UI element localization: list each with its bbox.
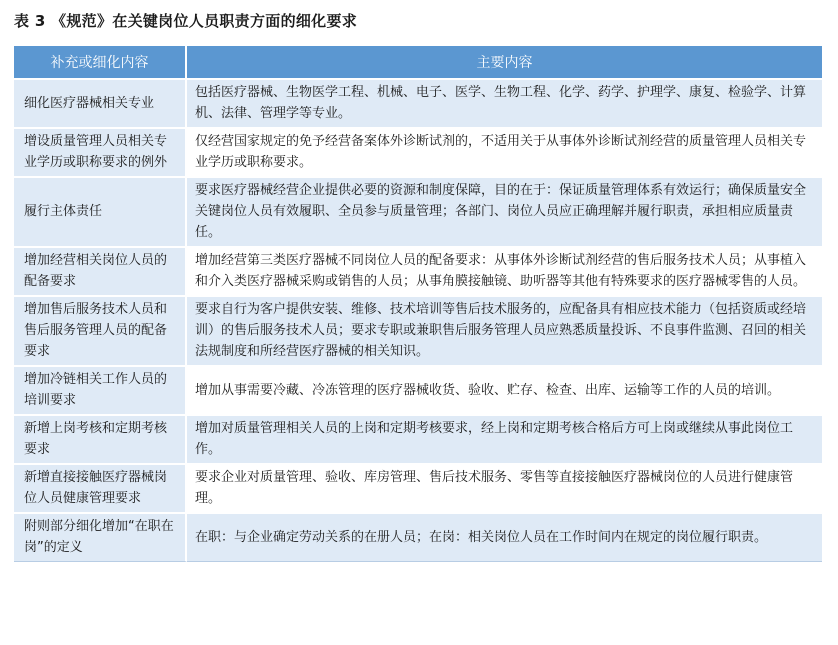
row-item-cell: 履行主体责任 xyxy=(14,176,187,246)
table-row xyxy=(14,365,822,414)
row-item-cell: 新增直接接触医疗器械岗位人员健康管理要求 xyxy=(14,463,187,512)
row-content-cell: 要求自行为客户提供安装、维修、技术培训等售后技术服务的，应配备具有相应技术能力（包括资质或经培训）的售后服务技术人员；要求专职或兼职售后服务管理人员应熟悉质量投诉、不良事件监测、召回的相关法规制度和所经营医疗器械的相关知识。 xyxy=(187,295,822,365)
row-content-cell: 在职：与企业确定劳动关系的在册人员；在岗：相关岗位人员在工作时间内在规定的岗位履行职责。 xyxy=(187,512,822,562)
row-content-cell: 要求医疗器械经营企业提供必要的资源和制度保障，目的在于：保证质量管理体系有效运行；确保质量安全关键岗位人员有效履职、全员参与质量管理；各部门、岗位人员应正确理解并履行职责，承担相应质量责任。 xyxy=(187,176,822,246)
row-item-cell: 附则部分细化增加“在职在岗”的定义 xyxy=(14,512,187,562)
row-item-cell: 新增上岗考核和定期考核要求 xyxy=(14,414,187,463)
row-content-cell: 要求企业对质量管理、验收、库房管理、售后技术服务、零售等直接接触医疗器械岗位的人员进行健康管理。 xyxy=(187,463,822,512)
table-row xyxy=(14,512,822,562)
table-caption: 表 3 《规范》在关键岗位人员职责方面的细化要求 xyxy=(14,12,358,30)
table-header-row xyxy=(14,46,822,78)
column-header-content: 主要内容 xyxy=(187,46,822,78)
requirements-table xyxy=(14,46,822,562)
row-content-cell: 增加从事需要冷藏、冷冻管理的医疗器械收货、验收、贮存、检查、出库、运输等工作的人员的培训。 xyxy=(187,365,822,414)
row-content-cell: 仅经营国家规定的免予经营备案体外诊断试剂的，不适用关于从事体外诊断试剂经营的质量管理人员相关专业学历或职称要求。 xyxy=(187,127,822,176)
row-content-cell: 包括医疗器械、生物医学工程、机械、电子、医学、生物工程、化学、药学、护理学、康复、检验学、计算机、法律、管理学等专业。 xyxy=(187,78,822,127)
row-item-cell: 细化医疗器械相关专业 xyxy=(14,78,187,127)
table-row xyxy=(14,246,822,295)
table-row xyxy=(14,127,822,176)
row-item-cell: 增设质量管理人员相关专业学历或职称要求的例外 xyxy=(14,127,187,176)
table-row xyxy=(14,176,822,246)
table-row xyxy=(14,463,822,512)
row-item-cell: 增加冷链相关工作人员的培训要求 xyxy=(14,365,187,414)
row-content-cell: 增加对质量管理相关人员的上岗和定期考核要求，经上岗和定期考核合格后方可上岗或继续从事此岗位工作。 xyxy=(187,414,822,463)
column-header-item: 补充或细化内容 xyxy=(14,46,187,78)
table-row xyxy=(14,295,822,365)
table-row xyxy=(14,78,822,127)
table-row xyxy=(14,414,822,463)
row-content-cell: 增加经营第三类医疗器械不同岗位人员的配备要求：从事体外诊断试剂经营的售后服务技术人员；从事植入和介入类医疗器械采购或销售的人员；从事角膜接触镜、助听器等其他有特殊要求的医疗器械零售的人员。 xyxy=(187,246,822,295)
row-item-cell: 增加售后服务技术人员和售后服务管理人员的配备要求 xyxy=(14,295,187,365)
row-item-cell: 增加经营相关岗位人员的配备要求 xyxy=(14,246,187,295)
